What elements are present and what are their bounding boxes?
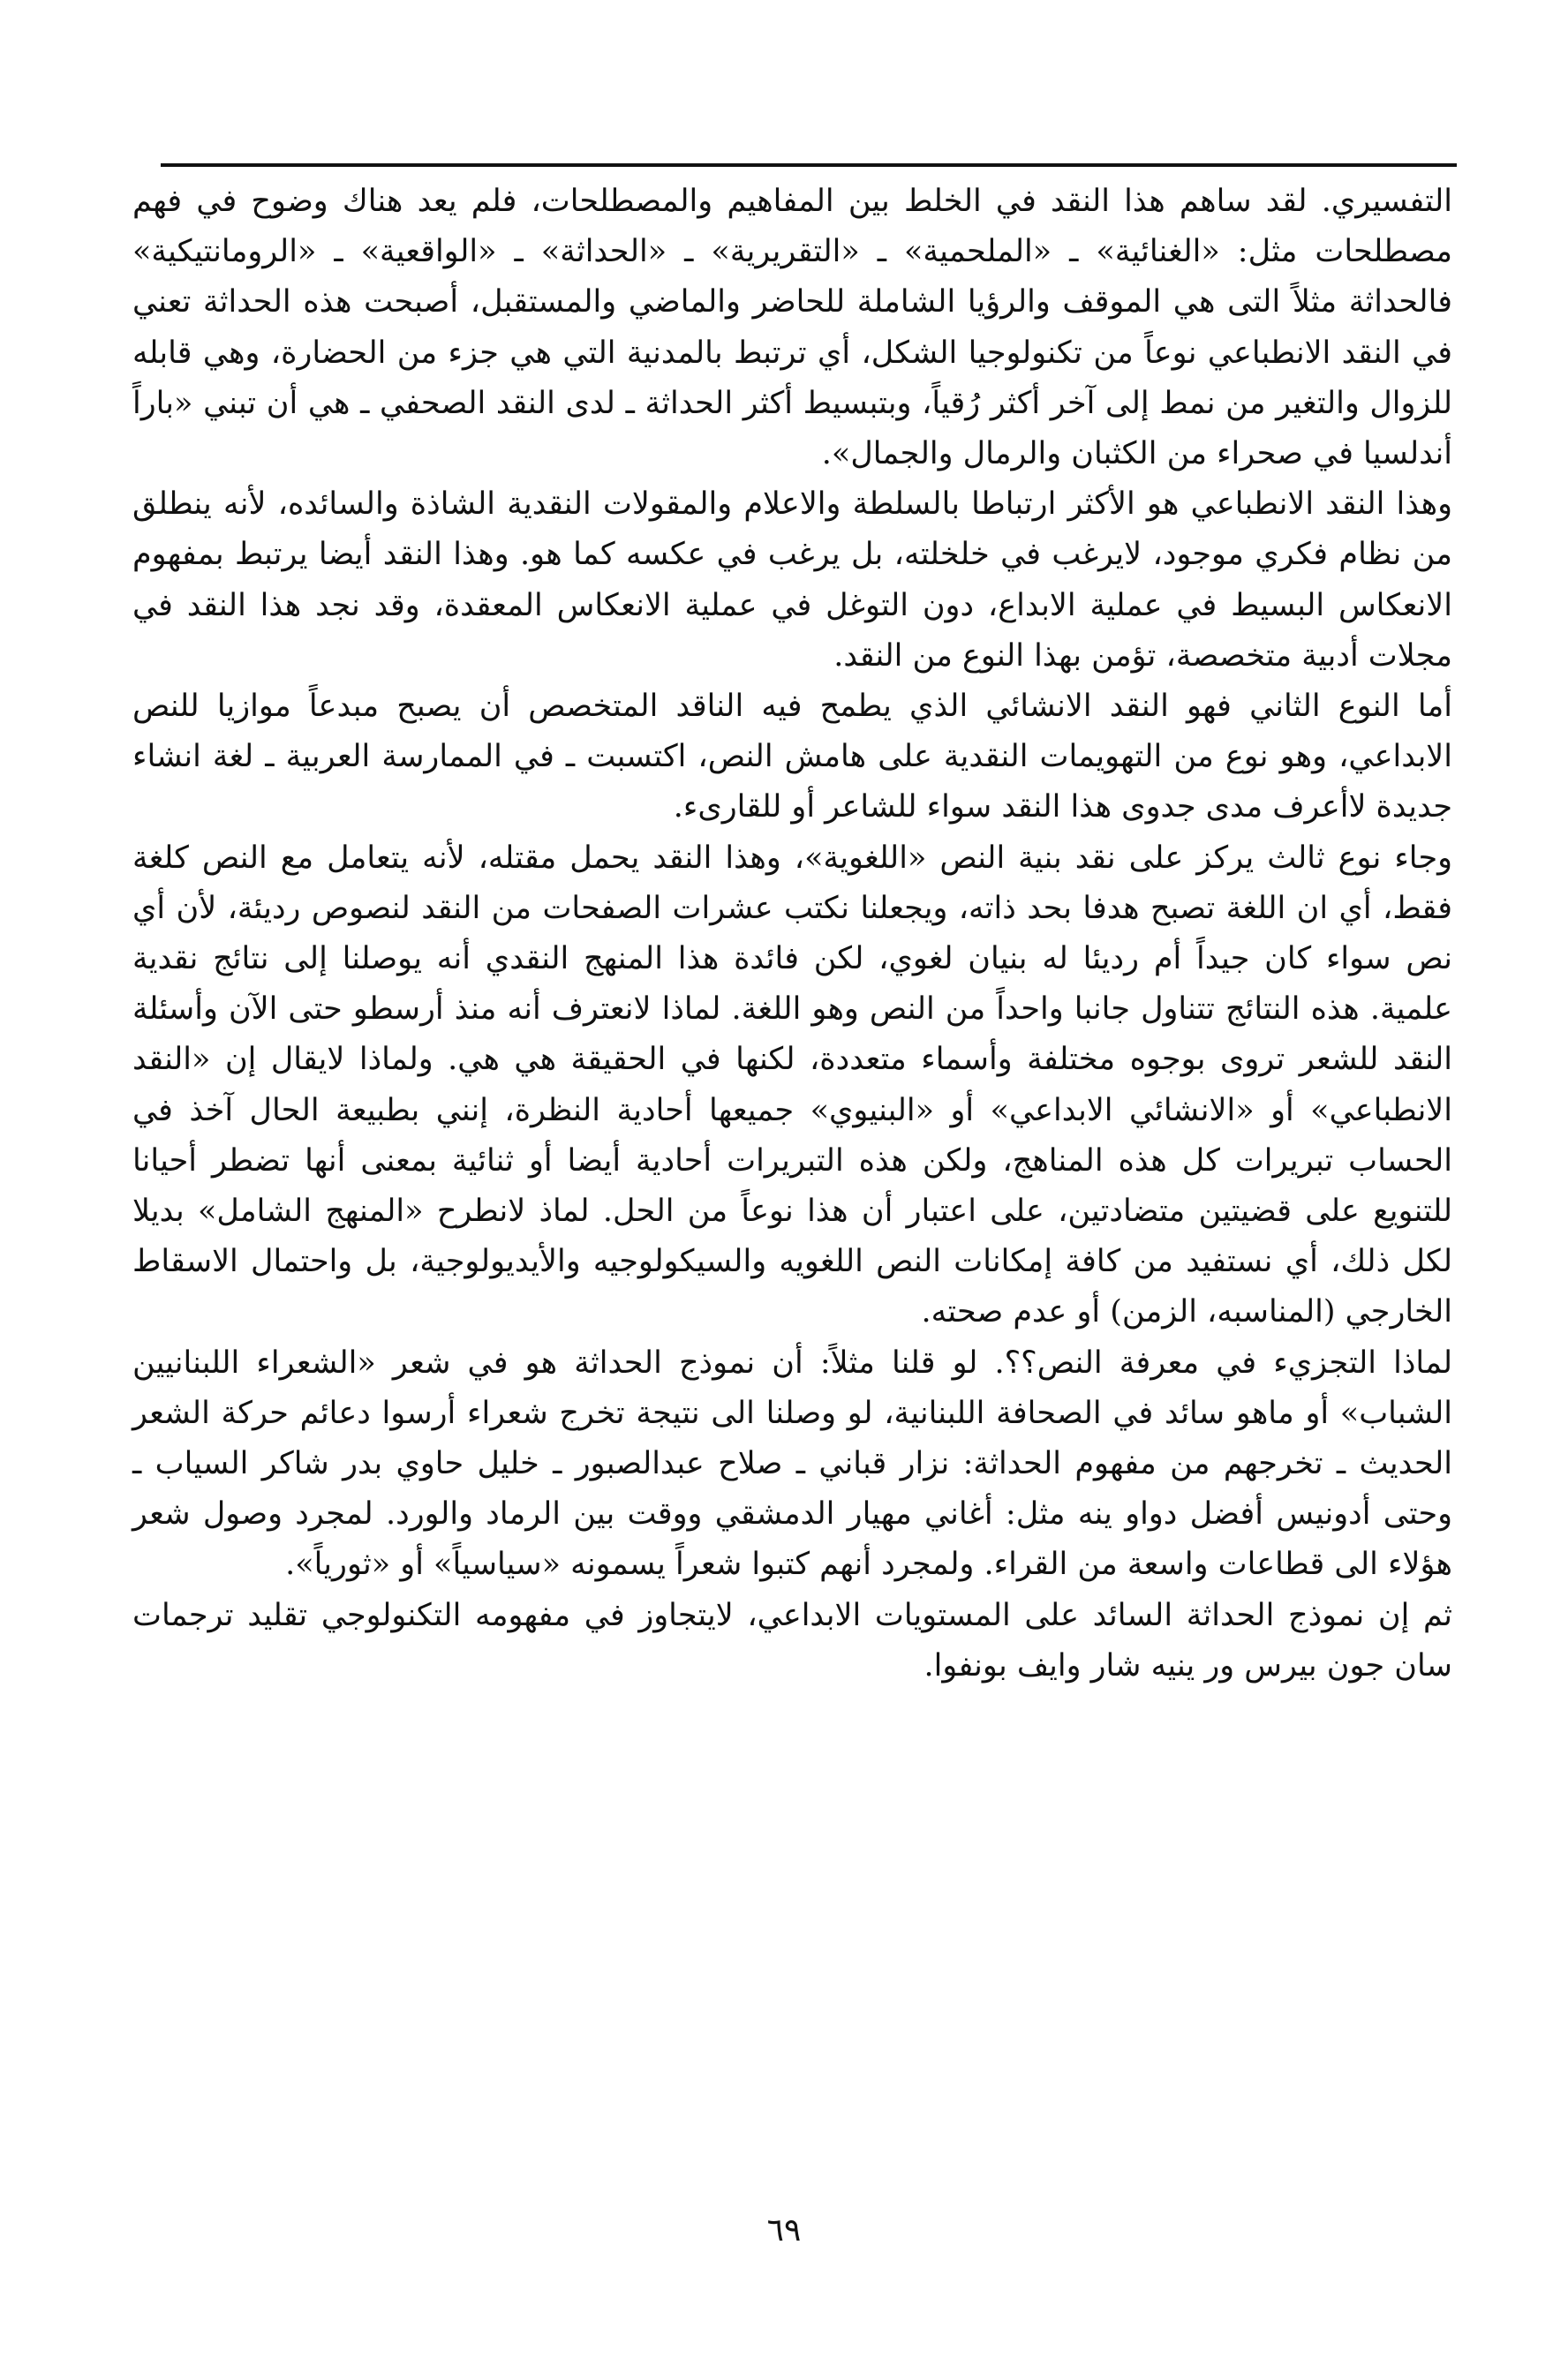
paragraph-5: لماذا التجزيء في معرفة النص؟؟. لو قلنا مثلاً: أن نموذج الحداثة هو في شعر «الشعراء اللبنانيين الشباب» أو ماهو سائد في الصحافة اللبنانية، لو وصلنا الى نتيجة تخرج شعراء أرسوا دعائم حركة الشعر الحديث ـ تخرجهم من مفهوم الحداثة: نزار قباني ـ صلاح عبدالصبور ـ خليل حاوي بدر شاكر السياب ـ وحتى أدونيس أفضل دواو ينه مثل: أغاني مهيار الدمشقي ووقت بين الرماد والورد. لمجرد وصول شعر هؤلاء الى قطاعات واسعة من القراء. ولمجرد أنهم كتبوا شعراً يسمونه «سياسياً» أو «ثورياً». — [132, 1345, 1452, 1583]
header-rule — [161, 163, 1457, 167]
body-text — [132, 177, 1452, 1691]
paragraph-6: ثم إن نموذج الحداثة السائد على المستويات الابداعي، لايتجاوز في مفهومه التكنولوجي تقليد ترجمات سان جون بيرس ور ينيه شار وايف بونفوا. — [132, 1597, 1452, 1684]
page-number: ٦٩ — [766, 2212, 802, 2249]
paragraph-2: وهذا النقد الانطباعي هو الأكثر ارتباطا بالسلطة والاعلام والمقولات النقدية الشاذة والسائده، لأنه ينطلق من نظام فكري موجود، لايرغب في خلخلته، بل يرغب في عكسه كما هو. وهذا النقد أيضا يرتبط بمفهوم الانعكاس البسيط في عملية الابداع، دون التوغل في عملية الانعكاس المعقدة، وقد نجد هذا النقد في مجلات أدبية متخصصة، تؤمن بهذا النوع من النقد. — [132, 486, 1452, 674]
paragraph-1: التفسيري. لقد ساهم هذا النقد في الخلط بين المفاهيم والمصطلحات، فلم يعد هناك وضوح في فهم مصطلحات مثل: «الغنائية» ـ «الملحمية» ـ «التقريرية» ـ «الحداثة» ـ «الواقعية» ـ «الرومانتيكية» فالحداثة مثلاً التى هي الموقف والرؤيا الشاملة للحاضر والماضي والمستقبل، أصبحت هذه الحداثة تعني في النقد الانطباعي نوعاً من تكنولوجيا الشكل، أي ترتبط بالمدنية التي هي جزء من الحضارة، وهي قابله للزوال والتغير من نمط إلى آخر أكثر رُقياً، وبتبسيط أكثر الحداثة ـ لدى النقد الصحفي ـ هي أن تبني «باراً أندلسيا في صحراء من الكثبان والرمال والجمال». — [132, 184, 1452, 472]
paragraph-4: وجاء نوع ثالث يركز على نقد بنية النص «اللغوية»، وهذا النقد يحمل مقتله، لأنه يتعامل مع النص كلغة فقط، أي ان اللغة تصبح هدفا بحد ذاته، ويجعلنا نكتب عشرات الصفحات من النقد لنصوص رديئة، لأن أي نص سواء كان جيداً أم رديئا له بنيان لغوي، لكن فائدة هذا المنهج النقدي أنه يوصلنا إلى نتائج نقدية علمية. هذه النتائج تتناول جانبا واحداً من النص وهو اللغة. لماذا لانعترف أنه منذ أرسطو حتى الآن وأسئلة النقد للشعر تروى بوجوه مختلفة وأسماء متعددة، لكنها في الحقيقة هي هي. ولماذا لايقال إن «النقد الانطباعي» أو «الانشائي الابداعي» أو «البنيوي» جميعها أحادية النظرة، إنني بطبيعة الحال آخذ في الحساب تبريرات كل هذه المناهج، ولكن هذه التبريرات أحادية أيضا أو ثنائية بمعنى أنها تضطر أحيانا للتنويع على قضيتين متضادتين، على اعتبار أن هذا نوعاً من الحل. لماذ لانطرح «المنهج الشامل» بديلا لكل ذلك، أي نستفيد من كافة إمكانات النص اللغويه والسيكولوجيه والأيديولوجية، بل واحتمال الاسقاط الخارجي (المناسبه، الزمن) أو عدم صحته. — [132, 840, 1452, 1330]
paragraph-3: أما النوع الثاني فهو النقد الانشائي الذي يطمح فيه الناقد المتخصص أن يصبح مبدعاً موازيا للنص الابداعي، وهو نوع من التهويمات النقدية على هامش النص، اكتسبت ـ في الممارسة العربية ـ لغة انشاء جديدة لاأعرف مدى جدوى هذا النقد سواء للشاعر أو للقارىء. — [132, 689, 1452, 825]
